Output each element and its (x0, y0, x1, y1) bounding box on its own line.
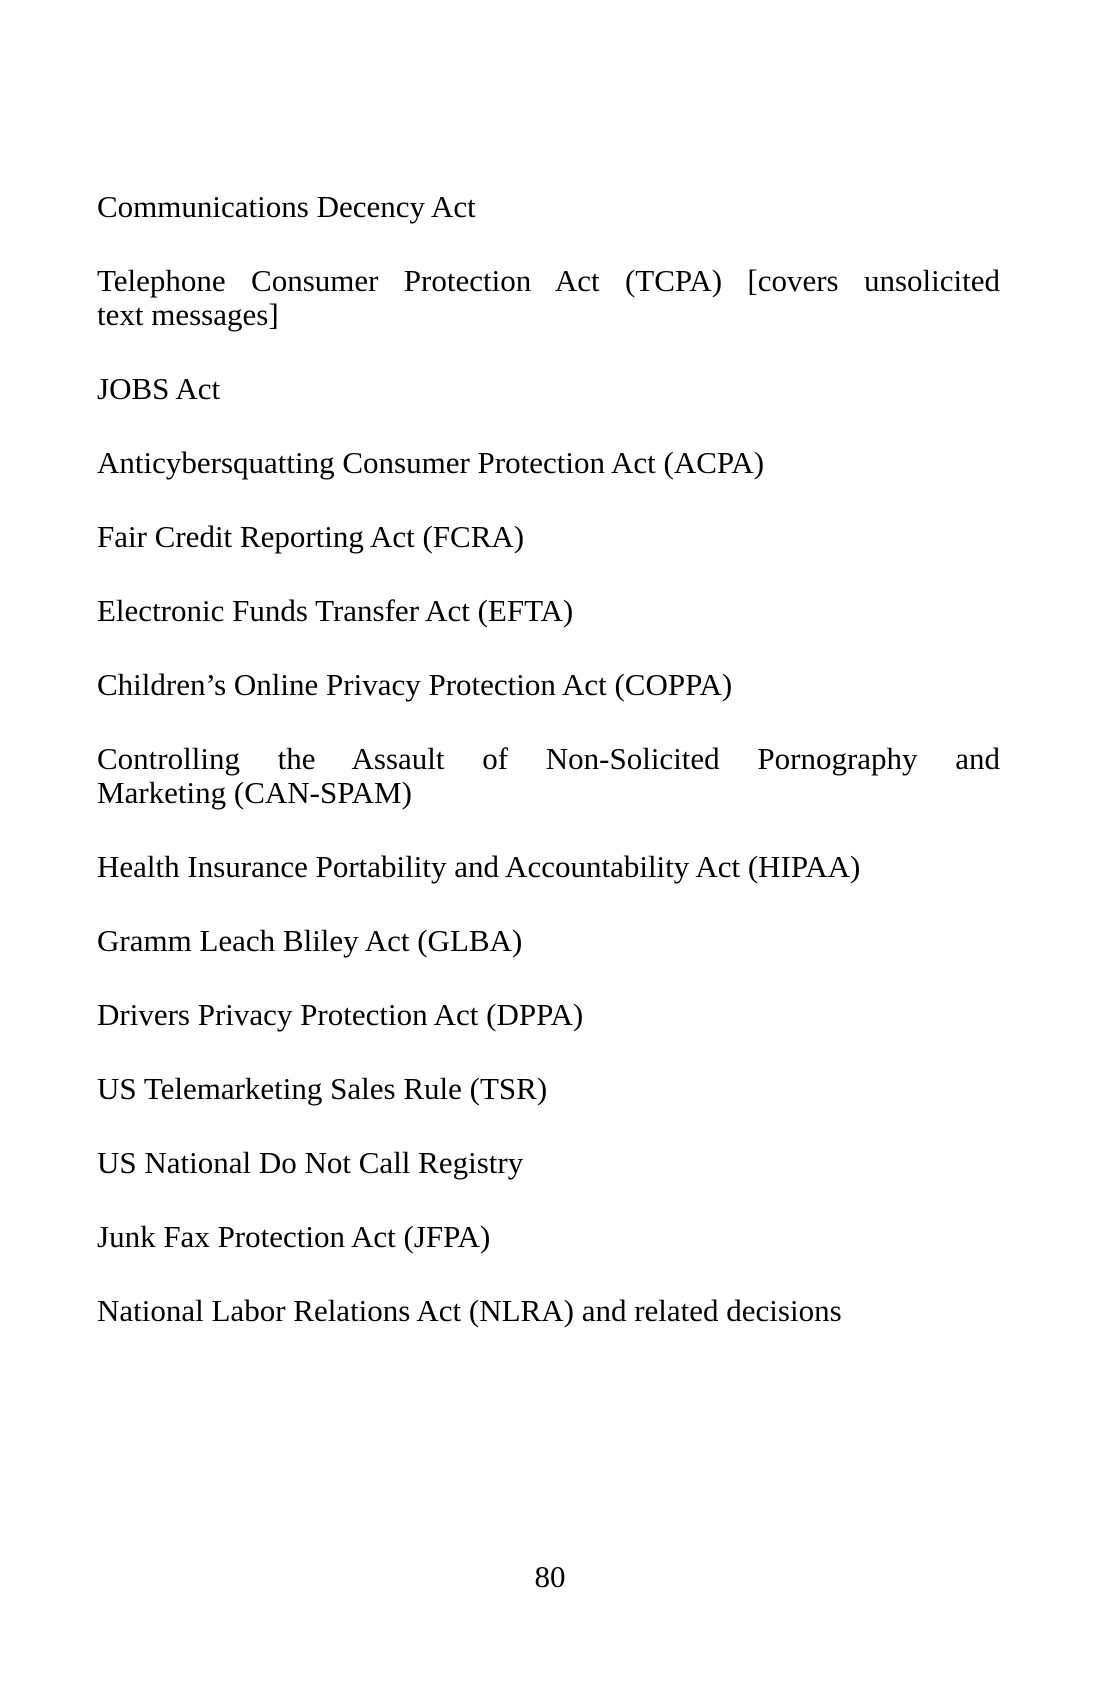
act-entry-line: Marketing (CAN-SPAM) (97, 775, 412, 810)
act-entry (97, 668, 1000, 702)
act-entry (97, 924, 1000, 958)
act-entry-line: Junk Fax Protection Act (JFPA) (97, 1219, 491, 1254)
act-entry-line: Communications Decency Act (97, 189, 476, 224)
act-entry (97, 264, 1000, 332)
act-entry (97, 1146, 1000, 1180)
act-entry-line: text messages] (97, 297, 279, 332)
act-entry (97, 1072, 1000, 1106)
act-entry-line: JOBS Act (97, 371, 221, 406)
act-entry-line: Health Insurance Portability and Accountability Act (HIPAA) (97, 849, 861, 884)
act-entry (97, 850, 1000, 884)
act-entry-line: US National Do Not Call Registry (97, 1145, 524, 1180)
acts-list (97, 190, 1000, 1368)
act-entry-line: Drivers Privacy Protection Act (DPPA) (97, 997, 584, 1032)
act-entry-line: National Labor Relations Act (NLRA) and related decisions (97, 1293, 842, 1328)
act-entry-line: Electronic Funds Transfer Act (EFTA) (97, 593, 574, 628)
act-entry-line: Fair Credit Reporting Act (FCRA) (97, 519, 525, 554)
act-entry (97, 998, 1000, 1032)
act-entry (97, 520, 1000, 554)
act-entry (97, 594, 1000, 628)
act-entry-line: US Telemarketing Sales Rule (TSR) (97, 1071, 548, 1106)
act-entry-line: Telephone Consumer Protection Act (TCPA) [covers unsolicited (97, 263, 1000, 298)
act-entry (97, 372, 1000, 406)
page-number: 80 (534, 1559, 566, 1594)
act-entry (97, 742, 1000, 810)
act-entry (97, 1294, 1000, 1328)
act-entry (97, 190, 1000, 224)
act-entry-line: Children’s Online Privacy Protection Act (COPPA) (97, 667, 733, 702)
act-entry-line: Controlling the Assault of Non-Solicited Pornography and (97, 741, 1000, 776)
act-entry (97, 446, 1000, 480)
act-entry-line: Anticybersquatting Consumer Protection Act (ACPA) (97, 445, 765, 480)
act-entry-line: Gramm Leach Bliley Act (GLBA) (97, 923, 523, 958)
act-entry (97, 1220, 1000, 1254)
